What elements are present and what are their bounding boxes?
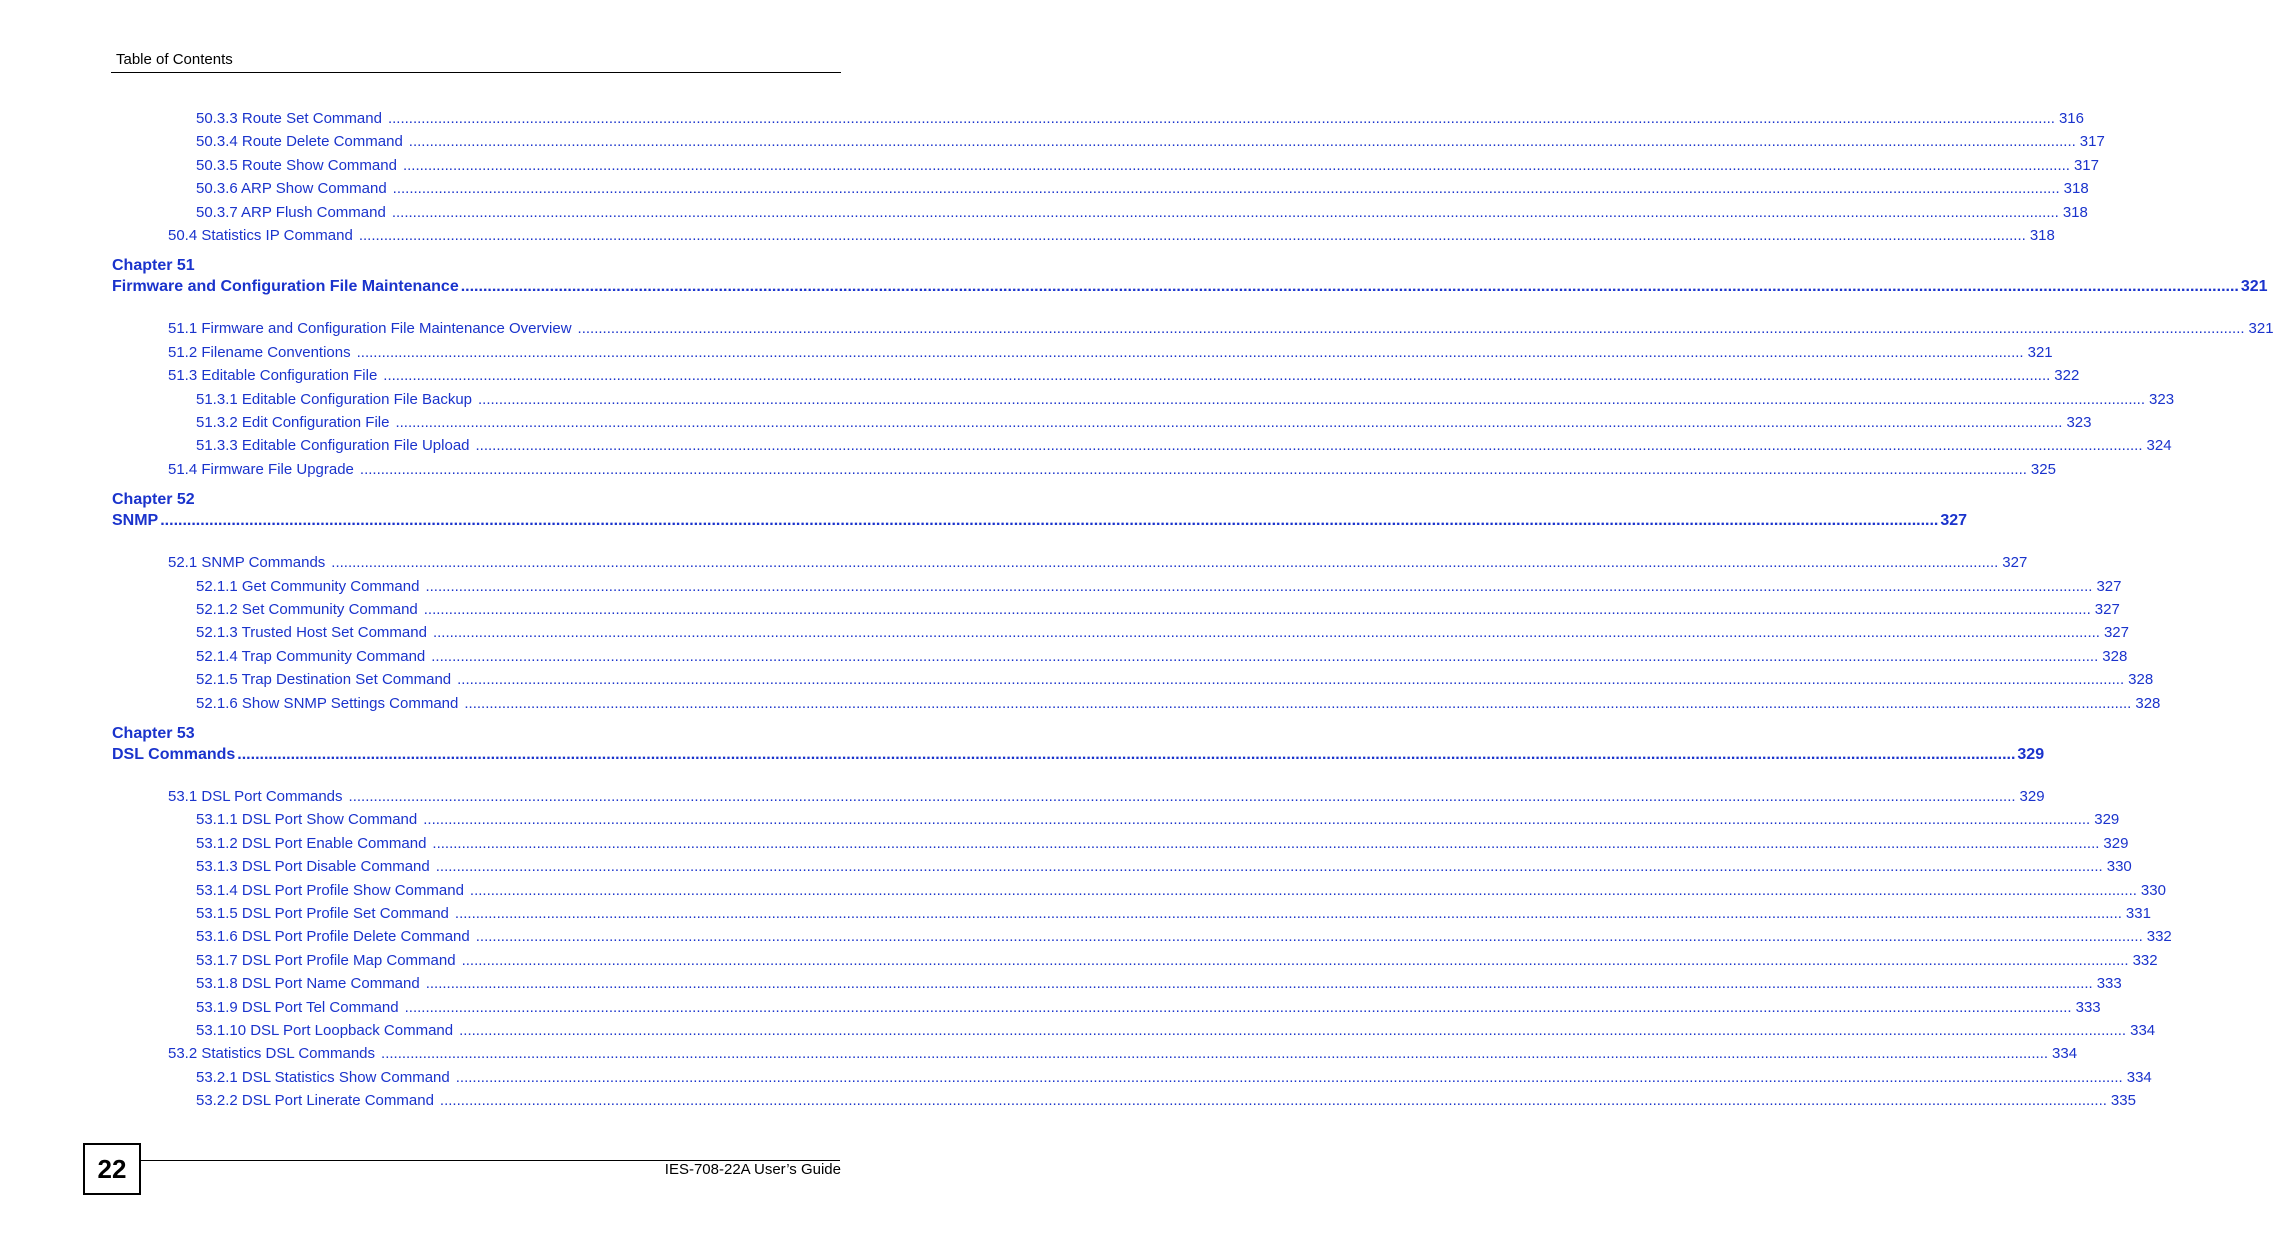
toc-entry-label: 50.3.6 ARP Show Command bbox=[196, 180, 387, 198]
toc-entry-page: 334 bbox=[2052, 1045, 2078, 1063]
dot-leader: ................................................................................................................................................................................................................................................................................................................................................................................................................ bbox=[387, 110, 2055, 127]
toc-entry-page: 318 bbox=[2029, 227, 2055, 244]
toc-entry-label: 52.1.1 Get Community Command bbox=[196, 577, 420, 595]
toc-entry-label: 50.3.4 Route Delete Command bbox=[196, 133, 403, 151]
toc-entry[interactable] bbox=[196, 971, 2122, 993]
toc-entry[interactable] bbox=[196, 597, 2120, 619]
toc-entry-label: 50.4 Statistics IP Command bbox=[168, 227, 353, 244]
toc-entry-page: 322 bbox=[2054, 367, 2080, 385]
header-divider bbox=[111, 72, 841, 73]
toc-entry[interactable] bbox=[196, 200, 2088, 222]
toc-entry-label: 52.1.5 Trap Destination Set Command bbox=[196, 671, 452, 689]
dot-leader: ................................................................................................................................................................................................................................................................................................................................................................................................................ bbox=[404, 998, 2072, 1016]
chapter-number[interactable]: Chapter 53 bbox=[112, 725, 195, 742]
dot-leader: ................................................................................................................................................................................................................................................................................................................................................................................................................ bbox=[160, 512, 1939, 530]
toc-entry-label: 53.1.3 DSL Port Disable Command bbox=[196, 858, 430, 876]
toc-entry-page: 325 bbox=[2030, 460, 2056, 478]
toc-entry-label: 51.2 Filename Conventions bbox=[168, 343, 351, 361]
toc-entry-label: 50.3.7 ARP Flush Command bbox=[196, 203, 386, 221]
toc-entry-page: 324 bbox=[2146, 437, 2172, 455]
toc-entry-label: 51.3.3 Editable Configuration File Upload bbox=[196, 437, 470, 455]
dot-leader: ................................................................................................................................................................................................................................................................................................................................................................................................................ bbox=[425, 975, 2093, 993]
dot-leader: ................................................................................................................................................................................................................................................................................................................................................................................................................ bbox=[395, 414, 2063, 431]
dot-leader: ................................................................................................................................................................................................................................................................................................................................................................................................................ bbox=[457, 671, 2125, 689]
toc-entry[interactable] bbox=[196, 433, 2172, 455]
dot-leader: ................................................................................................................................................................................................................................................................................................................................................................................................................ bbox=[432, 624, 2100, 642]
toc-entry[interactable] bbox=[168, 316, 2274, 338]
chapter-page: 329 bbox=[2017, 746, 2045, 763]
chapter-title: Firmware and Configuration File Maintenance bbox=[112, 278, 459, 296]
toc-entry[interactable] bbox=[196, 644, 2128, 666]
toc-entry[interactable] bbox=[168, 223, 2055, 245]
dot-leader: ................................................................................................................................................................................................................................................................................................................................................................................................................ bbox=[431, 647, 2099, 665]
dot-leader: ................................................................................................................................................................................................................................................................................................................................................................................................................ bbox=[454, 905, 2122, 922]
toc-entry-page: 316 bbox=[2058, 110, 2084, 127]
toc-entry-page: 329 bbox=[2094, 811, 2120, 829]
dot-leader: ................................................................................................................................................................................................................................................................................................................................................................................................................ bbox=[408, 133, 2076, 151]
toc-entry-page: 333 bbox=[2075, 998, 2101, 1016]
toc-entry[interactable] bbox=[196, 1088, 2136, 1110]
toc-entry-label: 51.3.2 Edit Configuration File bbox=[196, 414, 390, 431]
toc-entry-page: 323 bbox=[2149, 390, 2175, 408]
dot-leader: ................................................................................................................................................................................................................................................................................................................................................................................................................ bbox=[423, 601, 2091, 618]
dot-leader: ................................................................................................................................................................................................................................................................................................................................................................................................................ bbox=[383, 367, 2051, 385]
toc-entry[interactable] bbox=[168, 1041, 2078, 1063]
toc-entry-label: 53.2.2 DSL Port Linerate Command bbox=[196, 1092, 434, 1110]
toc-entry[interactable] bbox=[168, 363, 2080, 385]
chapter-number[interactable]: Chapter 52 bbox=[112, 491, 195, 509]
toc-entry-page: 334 bbox=[2126, 1068, 2152, 1086]
running-header: Table of Contents bbox=[116, 51, 233, 68]
toc-entry-page: 327 bbox=[2103, 624, 2129, 642]
toc-entry-label: 53.1.4 DSL Port Profile Show Command bbox=[196, 881, 464, 899]
toc-entry[interactable] bbox=[196, 106, 2084, 128]
dot-leader: ................................................................................................................................................................................................................................................................................................................................................................................................................ bbox=[425, 577, 2093, 595]
toc-entry-label: 51.4 Firmware File Upgrade bbox=[168, 460, 354, 478]
toc-entry-label: 50.3.3 Route Set Command bbox=[196, 110, 382, 127]
toc-entry[interactable] bbox=[196, 667, 2154, 689]
toc-entry-label: 51.1 Firmware and Configuration File Maintenance Overview bbox=[168, 320, 572, 338]
toc-entry[interactable] bbox=[196, 854, 2132, 876]
toc-entry[interactable] bbox=[196, 995, 2101, 1017]
dot-leader: ................................................................................................................................................................................................................................................................................................................................................................................................................ bbox=[381, 1045, 2049, 1063]
toc-entry[interactable] bbox=[196, 129, 2105, 151]
toc-entry-page: 329 bbox=[2103, 834, 2129, 852]
toc-entry[interactable] bbox=[196, 387, 2175, 409]
toc-entry-page: 323 bbox=[2066, 414, 2092, 431]
toc-entry-label: 53.2.1 DSL Statistics Show Command bbox=[196, 1068, 450, 1086]
chapter-title-entry[interactable] bbox=[112, 743, 2045, 765]
toc-entry-page: 331 bbox=[2125, 905, 2151, 922]
toc-entry-page: 334 bbox=[2130, 1022, 2156, 1039]
toc-entry-page: 330 bbox=[2106, 858, 2132, 876]
toc-entry-page: 328 bbox=[2102, 647, 2128, 665]
toc-entry-label: 51.3 Editable Configuration File bbox=[168, 367, 378, 385]
toc-entry[interactable] bbox=[196, 807, 2120, 829]
toc-entry-page: 329 bbox=[2019, 788, 2045, 805]
chapter-title: SNMP bbox=[112, 512, 159, 530]
toc-entry-page: 328 bbox=[2135, 694, 2161, 712]
dot-leader: ................................................................................................................................................................................................................................................................................................................................................................................................................ bbox=[331, 554, 1999, 572]
toc-entry-label: 53.1 DSL Port Commands bbox=[168, 788, 343, 805]
toc-entry-page: 335 bbox=[2110, 1092, 2136, 1110]
toc-entry[interactable] bbox=[196, 153, 2099, 175]
dot-leader: ................................................................................................................................................................................................................................................................................................................................................................................................................ bbox=[460, 278, 2239, 296]
chapter-number[interactable]: Chapter 51 bbox=[112, 257, 195, 275]
toc-entry-label: 52.1.6 Show SNMP Settings Command bbox=[196, 694, 459, 712]
toc-entry-label: 53.1.1 DSL Port Show Command bbox=[196, 811, 418, 829]
dot-leader: ................................................................................................................................................................................................................................................................................................................................................................................................................ bbox=[464, 694, 2132, 712]
toc-entry[interactable] bbox=[196, 901, 2151, 923]
toc-entry[interactable] bbox=[196, 924, 2172, 946]
toc-entry-page: 330 bbox=[2140, 881, 2166, 899]
dot-leader: ................................................................................................................................................................................................................................................................................................................................................................................................................ bbox=[577, 320, 2245, 338]
chapter-page: 327 bbox=[1940, 512, 1968, 530]
toc-entry-label: 53.1.8 DSL Port Name Command bbox=[196, 975, 420, 993]
toc-entry-label: 53.1.5 DSL Port Profile Set Command bbox=[196, 905, 449, 922]
toc-entry-page: 321 bbox=[2248, 320, 2274, 338]
dot-leader: ................................................................................................................................................................................................................................................................................................................................................................................................................ bbox=[391, 203, 2059, 221]
toc-entry[interactable] bbox=[168, 457, 2056, 479]
toc-entry-page: 318 bbox=[2062, 203, 2088, 221]
toc-entry[interactable] bbox=[196, 410, 2092, 432]
toc-entry-label: 53.1.10 DSL Port Loopback Command bbox=[196, 1022, 454, 1039]
toc-entry[interactable] bbox=[196, 1018, 2156, 1040]
dot-leader: ................................................................................................................................................................................................................................................................................................................................................................................................................ bbox=[455, 1068, 2123, 1086]
toc-entry-page: 332 bbox=[2132, 951, 2158, 969]
toc-entry-label: 53.1.7 DSL Port Profile Map Command bbox=[196, 951, 456, 969]
dot-leader: ................................................................................................................................................................................................................................................................................................................................................................................................................ bbox=[348, 788, 2016, 805]
toc-entry[interactable] bbox=[196, 1065, 2152, 1087]
toc-entry-page: 333 bbox=[2096, 975, 2122, 993]
toc-entry-label: 50.3.5 Route Show Command bbox=[196, 156, 397, 174]
toc-entry[interactable] bbox=[196, 574, 2122, 596]
dot-leader: ................................................................................................................................................................................................................................................................................................................................................................................................................ bbox=[432, 834, 2100, 852]
dot-leader: ................................................................................................................................................................................................................................................................................................................................................................................................................ bbox=[478, 390, 2146, 408]
toc-entry-label: 53.1.9 DSL Port Tel Command bbox=[196, 998, 399, 1016]
toc-entry-label: 52.1.4 Trap Community Command bbox=[196, 647, 426, 665]
toc-entry-page: 327 bbox=[2002, 554, 2028, 572]
toc-entry-label: 51.3.1 Editable Configuration File Backup bbox=[196, 390, 473, 408]
toc-entry-page: 317 bbox=[2079, 133, 2105, 151]
toc-entry[interactable] bbox=[196, 831, 2129, 853]
toc-entry-page: 318 bbox=[2063, 180, 2089, 198]
chapter-title: DSL Commands bbox=[112, 746, 236, 763]
toc-entry-page: 327 bbox=[2096, 577, 2122, 595]
dot-leader: ................................................................................................................................................................................................................................................................................................................................................................................................................ bbox=[435, 858, 2103, 876]
toc-entry-label: 53.1.6 DSL Port Profile Delete Command bbox=[196, 928, 470, 946]
dot-leader: ................................................................................................................................................................................................................................................................................................................................................................................................................ bbox=[359, 460, 2027, 478]
toc-entry[interactable] bbox=[196, 620, 2129, 642]
toc-entry-page: 332 bbox=[2146, 928, 2172, 946]
dot-leader: ................................................................................................................................................................................................................................................................................................................................................................................................................ bbox=[475, 437, 2143, 455]
toc-entry-page: 321 bbox=[2027, 343, 2053, 361]
toc-entry-page: 327 bbox=[2094, 601, 2120, 618]
toc-entry[interactable] bbox=[196, 176, 2089, 198]
toc-entry[interactable] bbox=[196, 878, 2166, 900]
toc-entry-label: 52.1.3 Trusted Host Set Command bbox=[196, 624, 427, 642]
dot-leader: ................................................................................................................................................................................................................................................................................................................................................................................................................ bbox=[356, 343, 2024, 361]
dot-leader: ................................................................................................................................................................................................................................................................................................................................................................................................................ bbox=[461, 951, 2129, 969]
chapter-page: 321 bbox=[2240, 278, 2268, 296]
toc-entry[interactable] bbox=[196, 691, 2161, 713]
dot-leader: ................................................................................................................................................................................................................................................................................................................................................................................................................ bbox=[358, 227, 2026, 244]
toc-entry[interactable] bbox=[168, 340, 2053, 362]
dot-leader: ................................................................................................................................................................................................................................................................................................................................................................................................................ bbox=[237, 746, 2016, 763]
dot-leader: ................................................................................................................................................................................................................................................................................................................................................................................................................ bbox=[439, 1092, 2107, 1110]
dot-leader: ................................................................................................................................................................................................................................................................................................................................................................................................................ bbox=[392, 180, 2060, 198]
toc-entry-label: 53.2 Statistics DSL Commands bbox=[168, 1045, 376, 1063]
toc-entry[interactable] bbox=[168, 784, 2045, 806]
toc-entry[interactable] bbox=[168, 550, 2028, 572]
toc-entry-label: 52.1 SNMP Commands bbox=[168, 554, 326, 572]
chapter-title-entry[interactable] bbox=[112, 275, 2268, 297]
chapter-title-entry[interactable] bbox=[112, 509, 1968, 531]
dot-leader: ................................................................................................................................................................................................................................................................................................................................................................................................................ bbox=[475, 928, 2143, 946]
dot-leader: ................................................................................................................................................................................................................................................................................................................................................................................................................ bbox=[423, 811, 2091, 829]
dot-leader: ................................................................................................................................................................................................................................................................................................................................................................................................................ bbox=[459, 1022, 2127, 1039]
dot-leader: ................................................................................................................................................................................................................................................................................................................................................................................................................ bbox=[469, 881, 2137, 899]
toc-entry-page: 317 bbox=[2073, 156, 2099, 174]
guide-title: IES-708-22A User’s Guide bbox=[664, 1161, 841, 1178]
dot-leader: ................................................................................................................................................................................................................................................................................................................................................................................................................ bbox=[402, 156, 2070, 174]
toc-entry-label: 52.1.2 Set Community Command bbox=[196, 601, 418, 618]
toc-entry-label: 53.1.2 DSL Port Enable Command bbox=[196, 834, 427, 852]
toc-entry-page: 328 bbox=[2128, 671, 2154, 689]
page-number: 22 bbox=[83, 1143, 141, 1195]
toc-entry[interactable] bbox=[196, 948, 2158, 970]
